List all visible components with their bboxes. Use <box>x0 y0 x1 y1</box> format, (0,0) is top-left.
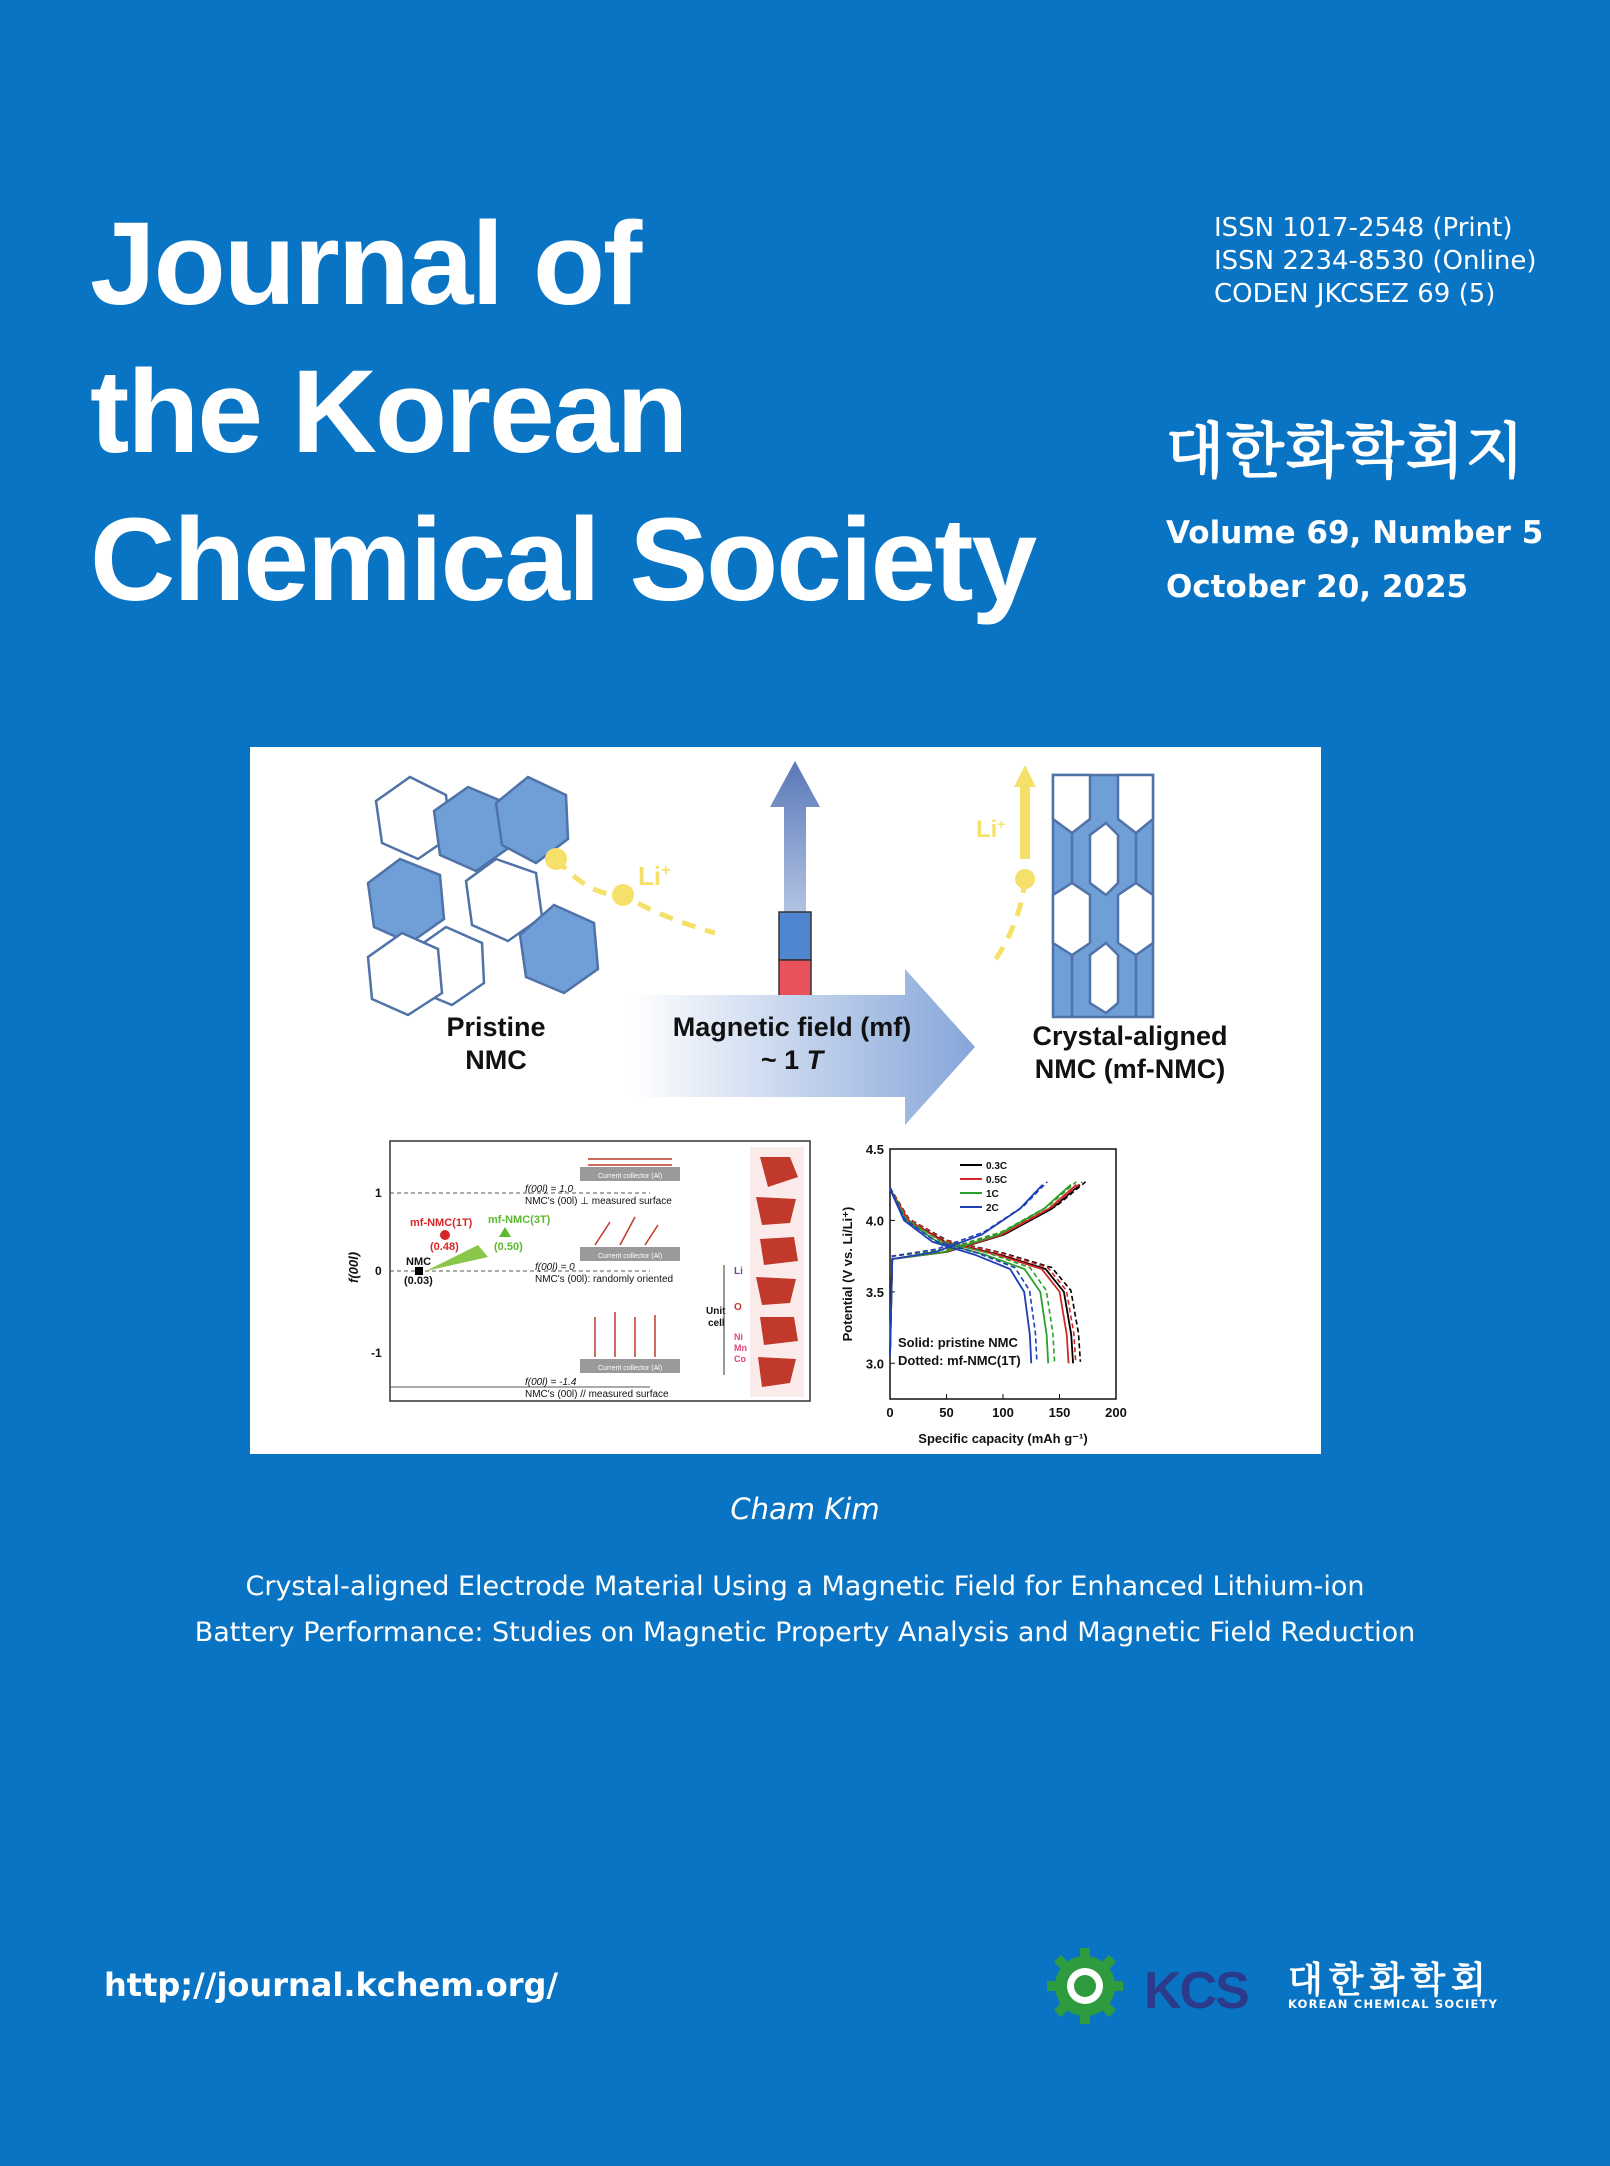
orientation-ylabel: f(00l) <box>346 1251 361 1283</box>
hexagon <box>1090 823 1118 895</box>
collector-label: Current collector (Al) <box>598 1253 663 1260</box>
article-title-line-1: Crystal-aligned Electrode Material Using a Magnetic Field for Enhanced Lithium-ion <box>245 1571 1365 1602</box>
coden: CODEN JKCSEZ 69 (5) <box>1214 279 1496 309</box>
y-tick-label: 4.0 <box>865 1213 884 1229</box>
charge-discharge-chart <box>840 1142 1127 1446</box>
gear-icon <box>1047 1948 1123 2024</box>
hexagon <box>368 933 442 1015</box>
x-axis-label: Specific capacity (mAh g⁻¹) <box>918 1431 1088 1446</box>
structure-label: Mn <box>734 1343 747 1353</box>
issn-block <box>1214 212 1537 311</box>
korean-journal-title: 대한화학회지 <box>1166 417 1526 487</box>
point-label: NMC <box>406 1256 432 1268</box>
point-label: mf-NMC(1T) <box>410 1217 473 1229</box>
kcs-english-name: KOREAN CHEMICAL SOCIETY <box>1288 1997 1499 2011</box>
structure-label: Ni <box>734 1332 743 1342</box>
point-mf-nmc-1t <box>440 1230 450 1240</box>
y-axis-label: Potential (V vs. Li/Li⁺) <box>840 1206 855 1342</box>
orientation-panel <box>346 1141 810 1401</box>
x-tick-label: 150 <box>1048 1405 1071 1420</box>
journal-title-line-3: Chemical Society <box>90 494 1036 626</box>
point-value: (0.48) <box>430 1241 459 1253</box>
li-up-arrow <box>1014 765 1036 859</box>
svg-text:Li+: Li+ <box>976 816 1006 843</box>
collector-label: Current collector (Al) <box>598 1173 663 1180</box>
annotation: f(00l) = -1.4 <box>525 1377 577 1388</box>
pristine-label-2: NMC <box>465 1045 527 1075</box>
chart-note: Solid: pristine NMC <box>898 1335 1018 1350</box>
structure-label: O <box>734 1302 742 1313</box>
hexagon <box>1118 883 1153 955</box>
tick-label: 0 <box>375 1264 382 1278</box>
li-label: Li+ <box>638 861 671 891</box>
kcs-korean-name: 대한화학회 <box>1288 1960 1492 2001</box>
structure-label: Co <box>734 1354 746 1364</box>
y-tick-label: 4.5 <box>865 1142 884 1157</box>
point-nmc <box>415 1267 423 1275</box>
annotation: NMC's (00l) // measured surface <box>525 1389 669 1400</box>
x-tick-label: 100 <box>992 1405 1014 1420</box>
journal-title-line-1: Journal of <box>90 198 641 330</box>
x-tick-label: 200 <box>1105 1405 1127 1420</box>
legend-label: 2C <box>986 1203 999 1214</box>
tick-label: 1 <box>375 1186 382 1200</box>
journal-title-line-2: the Korean <box>90 346 687 478</box>
pristine-label: Pristine <box>446 1012 546 1042</box>
annotation: NMC's (00l) ⊥ measured surface <box>525 1196 672 1207</box>
y-tick-label: 3.5 <box>865 1284 884 1300</box>
point-label: mf-NMC(3T) <box>488 1214 551 1226</box>
issue-info <box>1166 506 1543 614</box>
point-value: (0.50) <box>494 1241 523 1253</box>
legend-label: 0.3C <box>986 1161 1008 1172</box>
field-label: Magnetic field (mf) <box>672 1012 912 1042</box>
cover-figure <box>250 747 1321 1454</box>
aligned-nmc-illustration <box>1053 775 1153 1017</box>
article-title-line-2: Battery Performance: Studies on Magnetic Property Analysis and Magnetic Field Reduction <box>194 1617 1416 1648</box>
hexagon <box>368 859 444 943</box>
legend-label: 0.5C <box>986 1175 1008 1186</box>
collector-label: Current collector (Al) <box>598 1365 663 1372</box>
tick-label: -1 <box>371 1346 382 1360</box>
magnet-north <box>779 912 811 960</box>
annotation: f(00l) = 1.0 <box>525 1184 574 1195</box>
volume-number: Volume 69, Number 5 <box>1166 515 1544 551</box>
structure-label: Unit <box>706 1306 726 1317</box>
x-tick-label: 0 <box>886 1405 894 1420</box>
annotation: NMC's (00l): randomly oriented <box>535 1274 674 1285</box>
journal-title <box>90 190 1035 634</box>
chart-note: Dotted: mf-NMC(1T) <box>898 1353 1021 1368</box>
annotation: f(00l) = 0 <box>535 1262 575 1273</box>
point-value: (0.03) <box>404 1275 433 1287</box>
field-strength: ~ 1 T <box>760 1045 824 1075</box>
hexagon <box>1118 775 1153 833</box>
field-up-arrow <box>770 761 820 922</box>
aligned-label-2: NMC (mf-NMC) <box>1034 1054 1226 1084</box>
hexagon <box>1053 883 1090 955</box>
kcs-abbr: KCS <box>1144 1962 1248 2020</box>
y-tick-label: 3.0 <box>865 1356 884 1372</box>
pristine-nmc-illustration <box>368 777 598 1015</box>
issn-print: ISSN 1017-2548 (Print) <box>1214 213 1513 243</box>
article-title <box>0 1564 1610 1656</box>
hexagon <box>1090 943 1118 1013</box>
structure-label: cell <box>708 1318 725 1329</box>
issn-online: ISSN 2234-8530 (Online) <box>1214 246 1537 276</box>
issue-date: October 20, 2025 <box>1166 569 1469 605</box>
aligned-label: Crystal-aligned <box>1032 1021 1228 1051</box>
journal-url[interactable]: http;//journal.kchem.org/ <box>104 1966 559 2004</box>
structure-label: Li <box>734 1266 743 1277</box>
author-name: Cham Kim <box>730 1492 880 1526</box>
hexagon <box>1053 775 1090 833</box>
legend-label: 1C <box>986 1189 999 1200</box>
x-tick-label: 50 <box>939 1405 954 1420</box>
